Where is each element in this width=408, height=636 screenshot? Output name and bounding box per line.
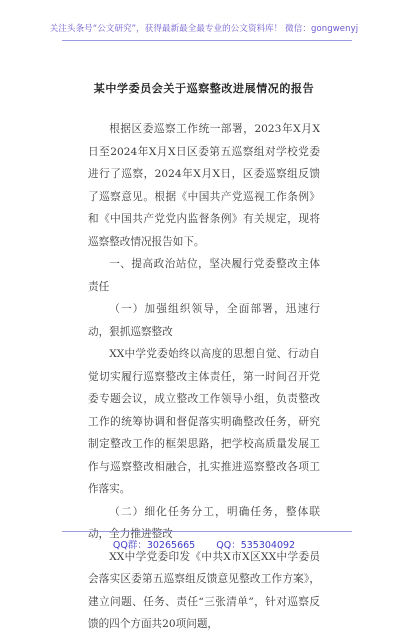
paragraph-intro: 根据区委巡察工作统一部署，2023年X月X日至2024年X月X日区委第五巡察组对学校党委进行了巡察，2024年X月X日，区委巡察组反馈了巡察意见。根据《中国共产党巡视工作条例》和《中国共产党党内监督条例》有关规定，现将巡察整改情况报告如下。 — [88, 123, 320, 248]
page-header-banner: 关注头条号“公文研究”，获得最新最全最专业的公文资料库！ 微信：gongwenyj — [49, 24, 359, 34]
footer-qq-group: QQ群：30265665 — [112, 540, 196, 551]
heading-subsection-1: （一）加强组织领导，全面部署，迅速行动，狠抓巡察整改 — [88, 303, 320, 338]
paragraph-subsection-1: XX中学党委始终以高度的思想自觉、行动自觉切实履行巡察整改主体责任，第一时间召开党委专题会议，成立整改工作领导小组，负责整改工作的统筹协调和督促落实明确整改任务，研究制定整改工作的框架思路，把学校高质量发展工作与巡察整改相融合，扎实推进巡察整改各项工作落实。 — [88, 348, 320, 495]
document-body — [88, 118, 320, 636]
heading-subsection-2: （二）细化任务分工，明确任务，整体联动，全力推进整改 — [88, 505, 320, 540]
paragraph-subsection-2: XX中学党委印发《中共X市X区XX中学委员会落实区委第五巡察组反馈意见整改工作方案》，建立问题、任务、责任“三张清单”，针对巡察反馈的四个方面共20项问题， — [88, 550, 320, 630]
heading-section-1: 一、提高政治站位，坚决履行党委整改主体责任 — [88, 258, 320, 293]
footer-qq-contact: QQ：535304092 — [216, 540, 296, 551]
document-title: 某中学委员会关于巡察整改进展情况的报告 — [93, 82, 315, 95]
page-footer — [0, 537, 408, 551]
footer-divider — [62, 531, 352, 532]
header-divider — [62, 40, 352, 41]
